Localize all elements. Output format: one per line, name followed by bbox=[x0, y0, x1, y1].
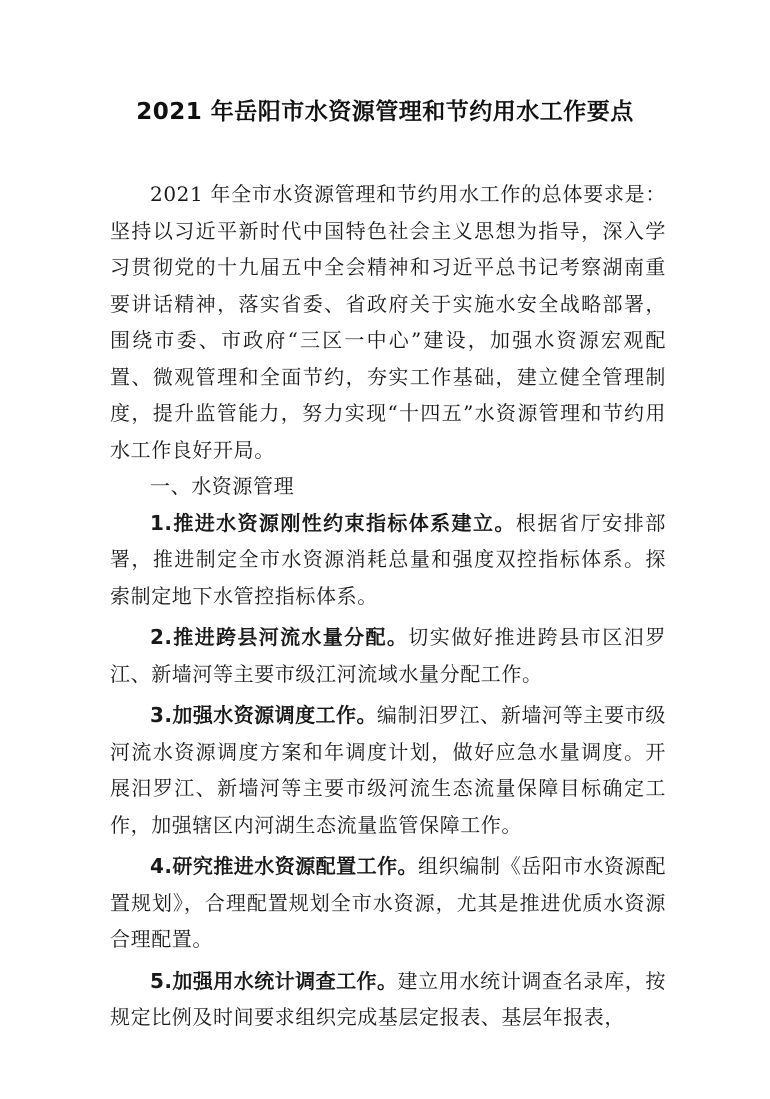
document-title: 2021 年岳阳市水资源管理和节约用水工作要点 bbox=[136, 99, 634, 125]
item-lead: 2.推进跨县河流水量分配。 bbox=[150, 625, 409, 649]
item-text: 建立用水统计调查名录库，按规定比例及时间要求组织完成基层定报表、基层年报表， bbox=[110, 968, 666, 1029]
item-lead: 3.加强水资源调度工作。 bbox=[150, 703, 377, 727]
list-item bbox=[110, 963, 666, 1036]
item-lead: 1.推进水资源刚性约束指标体系建立。 bbox=[150, 510, 516, 535]
list-item bbox=[110, 619, 666, 692]
item-text: 组织编制《岳阳市水资源配置规划》，合理配置规划全市水资源，尤其是推进优质水资源合理配置。 bbox=[110, 854, 666, 951]
document-body bbox=[110, 176, 666, 1036]
intro-paragraph: 2021 年全市水资源管理和节约用水工作的总体要求是：坚持以习近平新时代中国特色社会主义思想为指导，深入学习贯彻党的十九届五中全会精神和习近平总书记考察湖南重要讲话精神，落实省委、省政府关于实施水安全战略部署，围绕市委、市政府“三区一中心”建设，加强水资源宏观配置、微观管理和全面节约，夯实工作基础，建立健全管理制度，提升监管能力，努力实现“十四五”水资源管理和节约用水工作良好开局。 bbox=[110, 182, 666, 462]
item-text: 根据省厅安排部署，推进制定全市水资源消耗总量和强度双控指标体系。探索制定地下水管控指标体系。 bbox=[110, 510, 667, 608]
item-lead: 4.研究推进水资源配置工作。 bbox=[150, 854, 419, 878]
item-lead: 5.加强用水统计调查工作。 bbox=[150, 968, 398, 993]
list-item bbox=[110, 505, 666, 615]
item-text: 编制汨罗江、新墙河等主要市级河流水资源调度方案和年调度计划，做好应急水量调度。开展汨罗江、新墙河等主要市级河流生态流量保障目标确定工作，加强辖区内河湖生态流量监管保障工作。 bbox=[110, 703, 666, 837]
section-heading: 一、水资源管理 bbox=[150, 474, 295, 498]
item-text: 切实做好推进跨县市区汨罗江、新墙河等主要市级江河流域水量分配工作。 bbox=[110, 625, 666, 686]
list-item bbox=[110, 697, 666, 843]
list-item bbox=[110, 848, 666, 958]
